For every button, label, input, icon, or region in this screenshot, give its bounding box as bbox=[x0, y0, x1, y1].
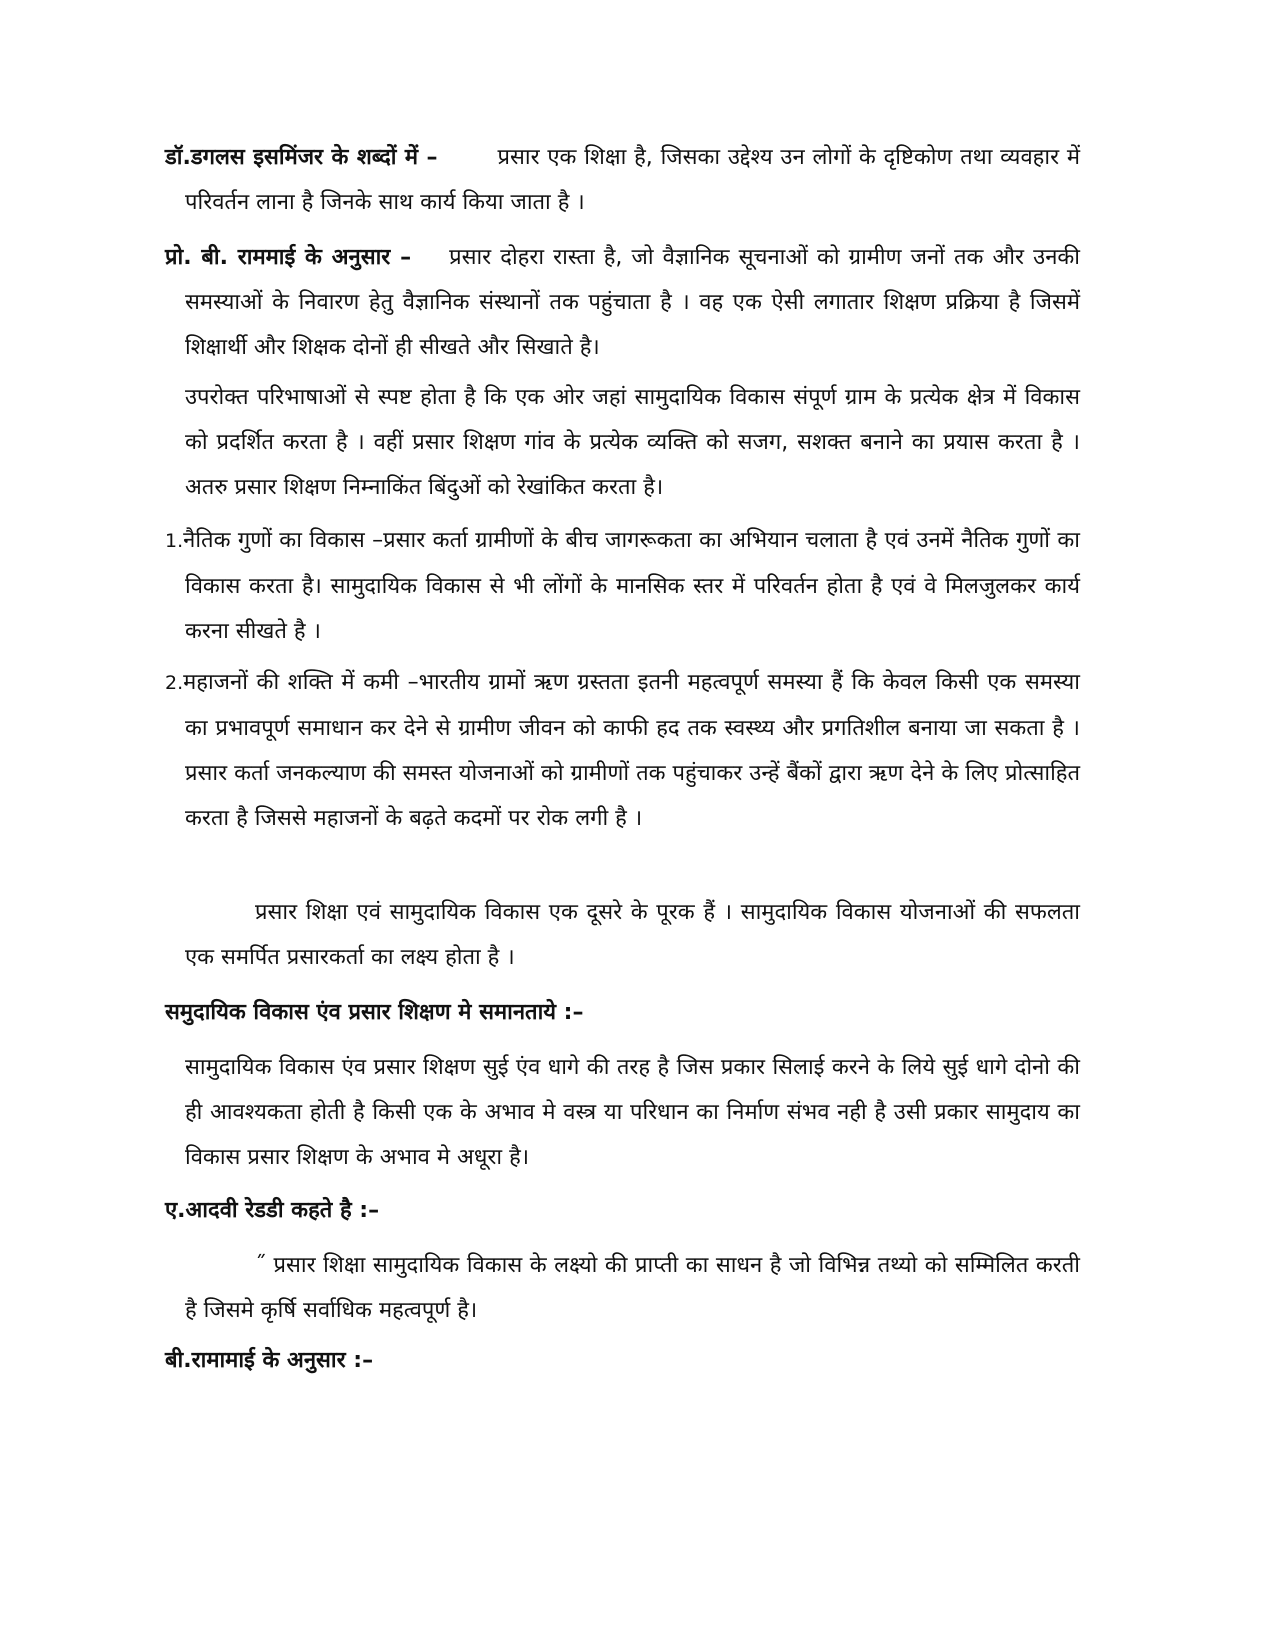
list-item-2-number: 2. bbox=[165, 672, 184, 694]
definition-rammai-text: प्रसार दोहरा रास्ता है, जो वैज्ञानिक सूचनाओं को ग्रामीण जनों तक और उनकी समस्याओं के निवारण हेतु वैज्ञानिक संस्थानों तक पहुंचाता है । वह एक ऐसी लगातार शिक्षण प्रक्रिया है जिसमें शिक्षार्थी और शिक्षक दोनों ही सीखते और सिखाते है। bbox=[185, 245, 1081, 360]
reddy-quote-text: ˝ प्रसार शिक्षा सामुदायिक विकास के लक्ष्यो की प्राप्ती का साधन है जो विभिन्न तथ्यो को सम्मिलित करती है जिसमे कृर्षि सर्वाधिक महत्वपूर्ण है। bbox=[185, 1253, 1080, 1323]
definition-rammai-heading: प्रो. बी. राममाई के अनुसार – bbox=[165, 245, 412, 270]
definition-rammai bbox=[165, 235, 1080, 370]
list-item-1-number: 1. bbox=[165, 530, 184, 552]
complement-paragraph-text: प्रसार शिक्षा एवं सामुदायिक विकास एक दूसरे के पूरक हैं । सामुदायिक विकास योजनाओं की सफलता एक समर्पित प्रसारकर्ता का लक्ष्य होता है । bbox=[185, 900, 1080, 970]
similarities-heading: समुदायिक विकास एंव प्रसार शिक्षण मे समानताये :– bbox=[165, 1000, 584, 1025]
similarities-heading-block bbox=[165, 990, 1080, 1035]
summary-paragraph bbox=[165, 375, 1080, 510]
ramamai-heading: बी.रामामाई के अनुसार :– bbox=[165, 1348, 374, 1373]
list-item-2-text: महाजनों की शक्ति में कमी –भारतीय ग्रामों ऋण ग्रस्तता इतनी महत्वपूर्ण समस्या हैं कि केवल किसी एक समस्या का प्रभावपूर्ण समाधान कर देने से ग्रामीण जीवन को काफी हद तक स्वस्थ्य और प्रगतिशील बनाया जा सकता है । प्रसार कर्ता जनकल्याण की समस्त योजनाओं को ग्रामीणों तक पहुंचाकर उन्हें बैंकों द्वारा ऋण देने के लिए प्रोत्साहित करता है जिससे महाजनों के बढ़ते कदमों पर रोक लगी है । bbox=[183, 670, 1080, 831]
reddy-heading: ए.आदवी रेडडी कहते है :– bbox=[165, 1198, 380, 1223]
reddy-quote bbox=[165, 1243, 1080, 1333]
summary-paragraph-text: उपरोक्त परिभाषाओं से स्पष्ट होता है कि एक ओर जहां सामुदायिक विकास संपूर्ण ग्राम के प्रत्येक क्षेत्र में विकास को प्रदर्शित करता है । वहीं प्रसार शिक्षण गांव के प्रत्येक व्यक्ति को सजग, सशक्त बनाने का प्रयास करता है । अतरु प्रसार शिक्षण निम्नाकिंत बिंदुओं को रेखांकित करता है। bbox=[185, 385, 1080, 500]
similarities-paragraph-text: सामुदायिक विकास एंव प्रसार शिक्षण सुई एंव धागे की तरह है जिस प्रकार सिलाई करने के लिये सुई धागे दोनो की ही आवश्यकता होती है किसी एक के अभाव मे वस्त्र या परिधान का निर्माण संभव नही है उसी प्रकार सामुदाय का विकास प्रसार शिक्षण के अभाव मे अधूरा है। bbox=[185, 1055, 1080, 1170]
list-item-2 bbox=[165, 660, 1080, 841]
ramamai-heading-block bbox=[165, 1338, 1080, 1383]
similarities-paragraph bbox=[165, 1045, 1080, 1180]
complement-paragraph bbox=[165, 890, 1080, 980]
definition-ismiger-text: प्रसार एक शिक्षा है, जिसका उद्देश्य उन लोगों के दृष्टिकोण तथा व्यवहार में परिवर्तन लाना है जिनके साथ कार्य किया जाता है । bbox=[185, 145, 1080, 215]
definition-ismiger-heading: डॉ.डगलस इसमिंजर के शब्दों में – bbox=[165, 145, 438, 170]
reddy-heading-block bbox=[165, 1188, 1080, 1233]
list-item-1 bbox=[165, 518, 1080, 654]
list-item-1-text: नैतिक गुणों का विकास –प्रसार कर्ता ग्रामीणों के बीच जागरूकता का अभियान चलाता है एवं उनमें नैतिक गुणों का विकास करता है। सामुदायिक विकास से भी लोंगों के मानसिक स्तर में परिवर्तन होता है एवं वे मिलजुलकर कार्य करना सीखते है । bbox=[183, 528, 1080, 644]
definition-ismiger bbox=[165, 135, 1080, 225]
